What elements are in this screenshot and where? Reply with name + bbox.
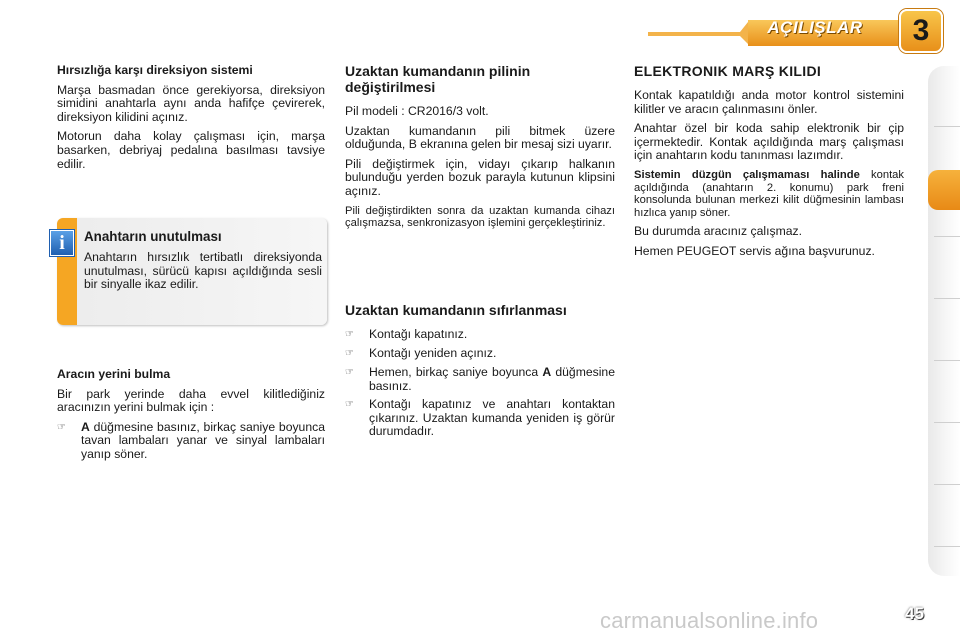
immobiliser-paragraph-3 bbox=[634, 169, 904, 219]
pointing-hand-icon: ☞ bbox=[345, 399, 354, 411]
pointing-hand-icon: ☞ bbox=[345, 329, 354, 340]
button-key-label: A bbox=[81, 419, 90, 434]
list-item bbox=[345, 398, 615, 439]
info-box-title: Anahtarın unutulması bbox=[84, 229, 222, 244]
battery-paragraph-1: Pil modeli : CR2016/3 volt. bbox=[345, 104, 489, 118]
column-3 bbox=[634, 63, 904, 265]
side-tab-divider bbox=[934, 360, 960, 361]
immobiliser-heading: ELEKTRONIK MARŞ KILIDI bbox=[634, 63, 822, 79]
list-item bbox=[345, 328, 615, 342]
side-tab-rail bbox=[928, 66, 960, 576]
remote-reset-heading: Uzaktan kumandanın sıfırlanması bbox=[345, 302, 567, 318]
list-item bbox=[57, 421, 325, 462]
immobiliser-warning-text: kontak açıldığında (anahtarın 2. konumu) park freni konsolunda bulunan merkezi kilit düğmesinin lambası hızlıca yanıp söner. bbox=[634, 168, 904, 219]
side-tab-divider bbox=[934, 236, 960, 237]
immobiliser-paragraph-4: Bu durumda aracınız çalışmaz. bbox=[634, 224, 802, 239]
column-1-bottom bbox=[57, 368, 325, 467]
reset-step-3: Hemen, birkaç saniye boyunca bbox=[369, 365, 543, 379]
side-tab-divider bbox=[934, 484, 960, 485]
side-tab-divider bbox=[934, 126, 960, 127]
watermark: carmanualsonline.info bbox=[600, 608, 819, 633]
battery-paragraph-3: Pili değiştirmek için, vidayı çıkarıp halkanın bulunduğu yerden bozuk parayla kutunun klipsini açınız. bbox=[345, 156, 615, 198]
theft-paragraph-1: Marşa basmadan önce gerekiyorsa, direksiyon simidini anahtarla aynı anda hafifçe çevirerek, direksiyon kilidini açınız. bbox=[57, 82, 325, 124]
side-tab-divider bbox=[934, 546, 960, 547]
pointing-hand-icon: ☞ bbox=[57, 421, 66, 433]
chapter-title: AÇILIŞLAR bbox=[767, 18, 863, 37]
locate-paragraph: Bir park yerinde daha evvel kilitlediğiniz aracınızın yerini bulmak için : bbox=[57, 386, 325, 415]
chapter-side-tabs bbox=[928, 66, 960, 576]
side-tab-divider bbox=[934, 422, 960, 423]
immobiliser-paragraph-1: Kontak kapatıldığı anda motor kontrol sistemini kilitler ve aracın çalınmasını önler. bbox=[634, 88, 904, 116]
page-number: 45 bbox=[905, 604, 924, 623]
reset-step-2: Kontağı yeniden açınız. bbox=[369, 346, 497, 360]
info-box-text: Anahtarın hırsızlık tertibatlı direksiyonda unutulması, sürücü kapısı açıldığında sesli bir sinyalle ikaz edilir. bbox=[84, 250, 322, 292]
button-key-label: A bbox=[542, 365, 552, 379]
battery-change-heading: Uzaktan kumandanın pilinin değiştirilmesi bbox=[345, 63, 531, 95]
chapter-number-badge: 3 bbox=[899, 9, 943, 53]
immobiliser-warning-bold: Sistemin düzgün çalışmaması halinde bbox=[634, 168, 860, 181]
reset-step-1: Kontağı kapatınız. bbox=[369, 327, 468, 341]
info-icon: i bbox=[50, 230, 74, 256]
list-item bbox=[345, 366, 615, 393]
reset-step-4: Kontağı kapatınız ve anahtarı kontaktan çıkarınız. Uzaktan kumanda yeniden iş görür durumdadır. bbox=[369, 397, 615, 439]
locate-vehicle-heading: Aracın yerini bulma bbox=[57, 367, 171, 381]
pointing-hand-icon: ☞ bbox=[345, 348, 354, 359]
theft-paragraph-2: Motorun daha kolay çalışması için, marşa basarken, debriyaj pedalına basılması tavsiye edilir. bbox=[57, 129, 325, 171]
battery-paragraph-2: Uzaktan kumandanın pili bitmek üzere olduğunda, B ekranına gelen bir mesaj sizi uyarır. bbox=[345, 123, 615, 152]
battery-paragraph-4: Pili değiştirdikten sonra da uzaktan kumanda cihazı çalışmazsa, senkronizasyon işlemini gerçekleştiriniz. bbox=[345, 204, 615, 230]
immobiliser-paragraph-2: Anahtar özel bir koda sahip elektronik bir çip içermektedir. Kontak açıldığında marş çalışması için anahtarın kodu tanınması lazımdır. bbox=[634, 121, 904, 163]
immobiliser-paragraph-5: Hemen PEUGEOT servis ağına başvurunuz. bbox=[634, 243, 875, 258]
column-2-top bbox=[345, 63, 615, 236]
side-tab-divider bbox=[934, 298, 960, 299]
reset-step-3-after: düğmesine basınız. bbox=[369, 365, 615, 393]
side-tab-active[interactable] bbox=[928, 170, 960, 210]
theft-protection-heading: Hırsızlığa karşı direksiyon sistemi bbox=[57, 63, 253, 77]
locate-bullet-text: düğmesine basınız, birkaç saniye boyunca tavan lambaları yanar ve sinyal lambaları yanıp söner. bbox=[81, 419, 325, 461]
column-1-top bbox=[57, 64, 325, 177]
column-2-bottom bbox=[345, 302, 615, 444]
pointing-hand-icon: ☞ bbox=[345, 367, 354, 378]
list-item bbox=[345, 347, 615, 361]
